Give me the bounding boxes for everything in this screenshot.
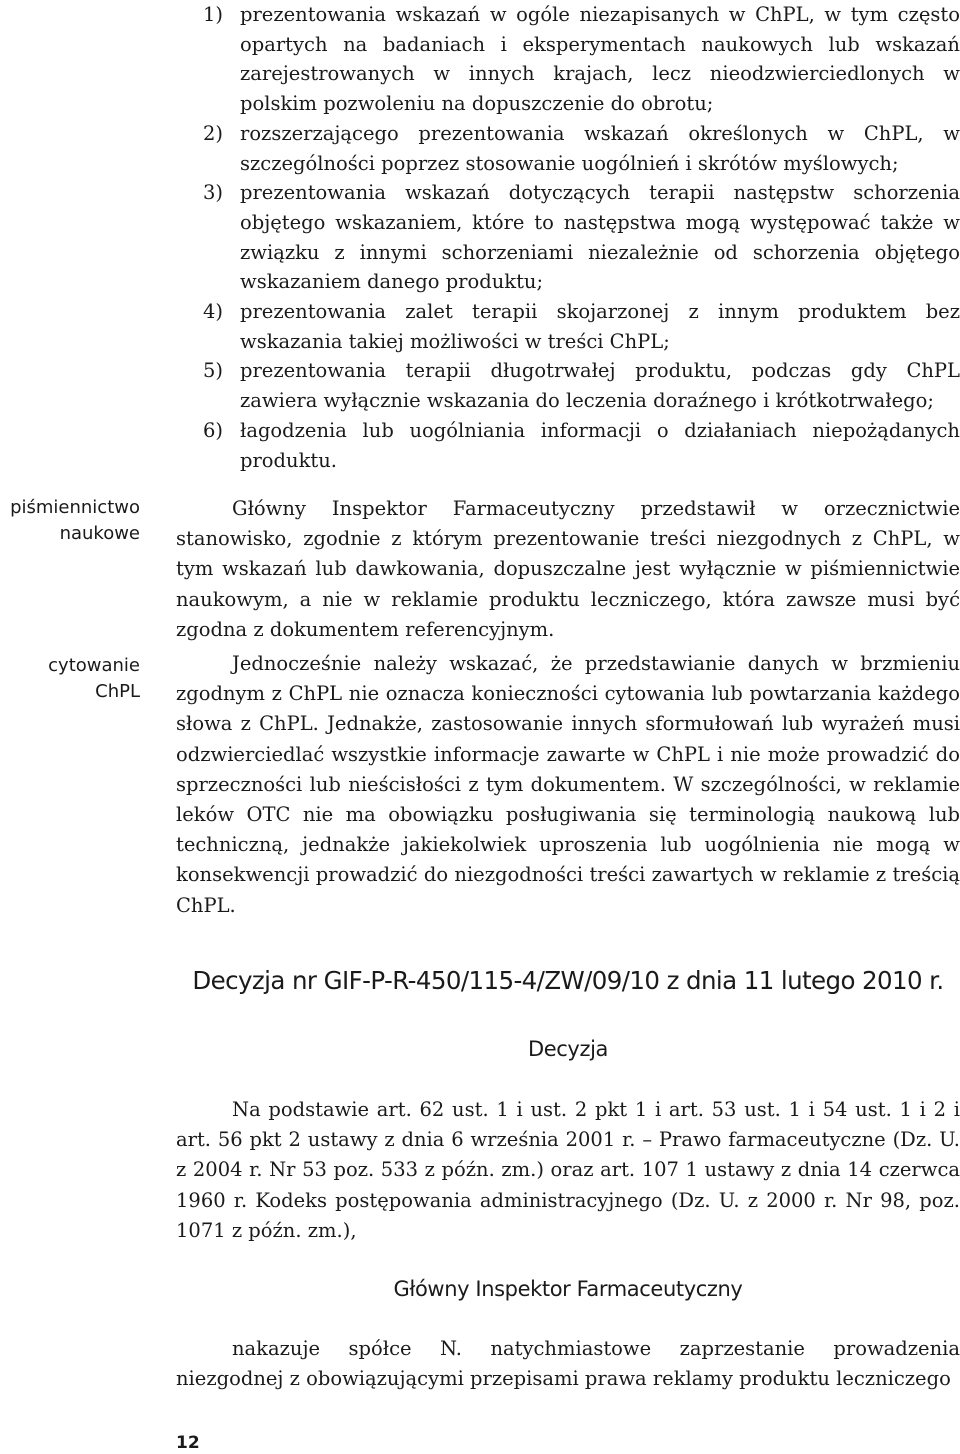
authority-heading: Główny Inspektor Farmaceutyczny bbox=[393, 1277, 743, 1301]
list-item bbox=[203, 297, 960, 356]
body-paragraph-1-container bbox=[176, 494, 960, 645]
list-item-text: prezentowania wskazań dotyczących terapii następstw schorzenia objętego wskazaniem, które to następstwa mogą występować także w związku z innymi schorzeniami niezależnie od schorzenia objętego wskazaniem danego produktu; bbox=[240, 181, 960, 294]
list-item-number: 5) bbox=[203, 359, 224, 383]
body-paragraph: Główny Inspektor Farmaceutyczny przedstawił w orzecznictwie stanowisko, zgodnie z którym prezentowanie treści niezgodnych z ChPL, w tym wskazań lub dawkowania, dopuszczalne jest wyłącznie w piśmiennictwie naukowym, a nie w reklamie produktu leczniczego, która zawsze musi być zgodna z dokumentem referencyjnym. bbox=[176, 497, 960, 641]
margin-note-scientific-literature: piśmiennictwo naukowe bbox=[10, 497, 140, 544]
body-paragraph: Jednocześnie należy wskazać, że przedstawianie danych w brzmieniu zgodnym z ChPL nie oznacza konieczności cytowania lub powtarzania każdego słowa z ChPL. Jednakże, zastosowanie innych sformułowań lub wyrażeń musi odzwierciedlać wszystkie informacje zawarte w ChPL i nie może prowadzić do sprzeczności lub nieścisłości z tym dokumentem. W szczególności, w reklamie leków OTC nie ma obowiązku posługiwania się terminologią naukową lub techniczną, jednakże jakiekolwiek uproszenia lub uogólnienia nie mogą w konsekwencji prowadzić do niezgodności treści zawartych w reklamie z treścią ChPL. bbox=[176, 652, 960, 917]
list-item bbox=[203, 0, 960, 119]
list-item-number: 4) bbox=[203, 300, 224, 324]
page-number: 12 bbox=[176, 1433, 200, 1453]
legal-basis-paragraph: Na podstawie art. 62 ust. 1 i ust. 2 pkt 1 i art. 53 ust. 1 i 54 ust. 1 i 2 i art. 56 pkt 2 ustawy z dnia 6 września 2001 r. – Prawo farmaceutyczne (Dz. U. z 2004 r. Nr 53 poz. 533 z późn. zm.) oraz art. 107 1 ustawy z dnia 14 czerwca 1960 r. Kodeks postępowania administracyjnego (Dz. U. z 2000 r. Nr 98, poz. 1071 z późn. zm.), bbox=[176, 1098, 960, 1242]
list-item-text: prezentowania zalet terapii skojarzonej z innym produktem bez wskazania takiej możliwości w treści ChPL; bbox=[240, 300, 960, 353]
prohibited-practices-list bbox=[203, 0, 960, 475]
list-item bbox=[203, 416, 960, 475]
list-item-number: 6) bbox=[203, 418, 224, 442]
list-item-text: rozszerzającego prezentowania wskazań określonych w ChPL, w szczególności poprzez stosowanie uogólnień i skrótów myślowych; bbox=[240, 121, 960, 175]
decision-subtitle: Decyzja bbox=[528, 1037, 608, 1061]
list-item-number: 3) bbox=[203, 181, 224, 205]
margin-note-chpl-citation: cytowanie ChPL bbox=[48, 655, 140, 702]
list-item bbox=[203, 119, 960, 178]
order-container bbox=[176, 1334, 960, 1394]
body-paragraph-2-container bbox=[176, 649, 960, 921]
list-item-number: 1) bbox=[203, 3, 224, 26]
order-paragraph: nakazuje spółce N. natychmiastowe zaprzestanie prowadzenia niezgodnej z obowiązującymi przepisami prawa reklamy produktu leczniczego bbox=[176, 1337, 960, 1391]
list-item-text: prezentowania wskazań w ogóle niezapisanych w ChPL, w tym często opartych na badaniach i eksperymentach naukowych lub wskazań zarejestrowanych w innych krajach, lecz nieodzwierciedlonych w polskim pozwoleniu na dopuszczenie do obrotu; bbox=[240, 3, 960, 116]
list-item bbox=[203, 356, 960, 415]
decision-title: Decyzja nr GIF-P-R-450/115-4/ZW/09/10 z dnia 11 lutego 2010 r. bbox=[192, 966, 944, 995]
list-item bbox=[203, 178, 960, 297]
list-item-text: łagodzenia lub uogólniania informacji o działaniach niepożądanych produktu. bbox=[240, 418, 960, 472]
list-item-text: prezentowania terapii długotrwałej produktu, podczas gdy ChPL zawiera wyłącznie wskazania do leczenia doraźnego i krótkotrwałego; bbox=[240, 359, 960, 413]
legal-basis-container bbox=[176, 1095, 960, 1246]
list-item-number: 2) bbox=[203, 121, 224, 145]
